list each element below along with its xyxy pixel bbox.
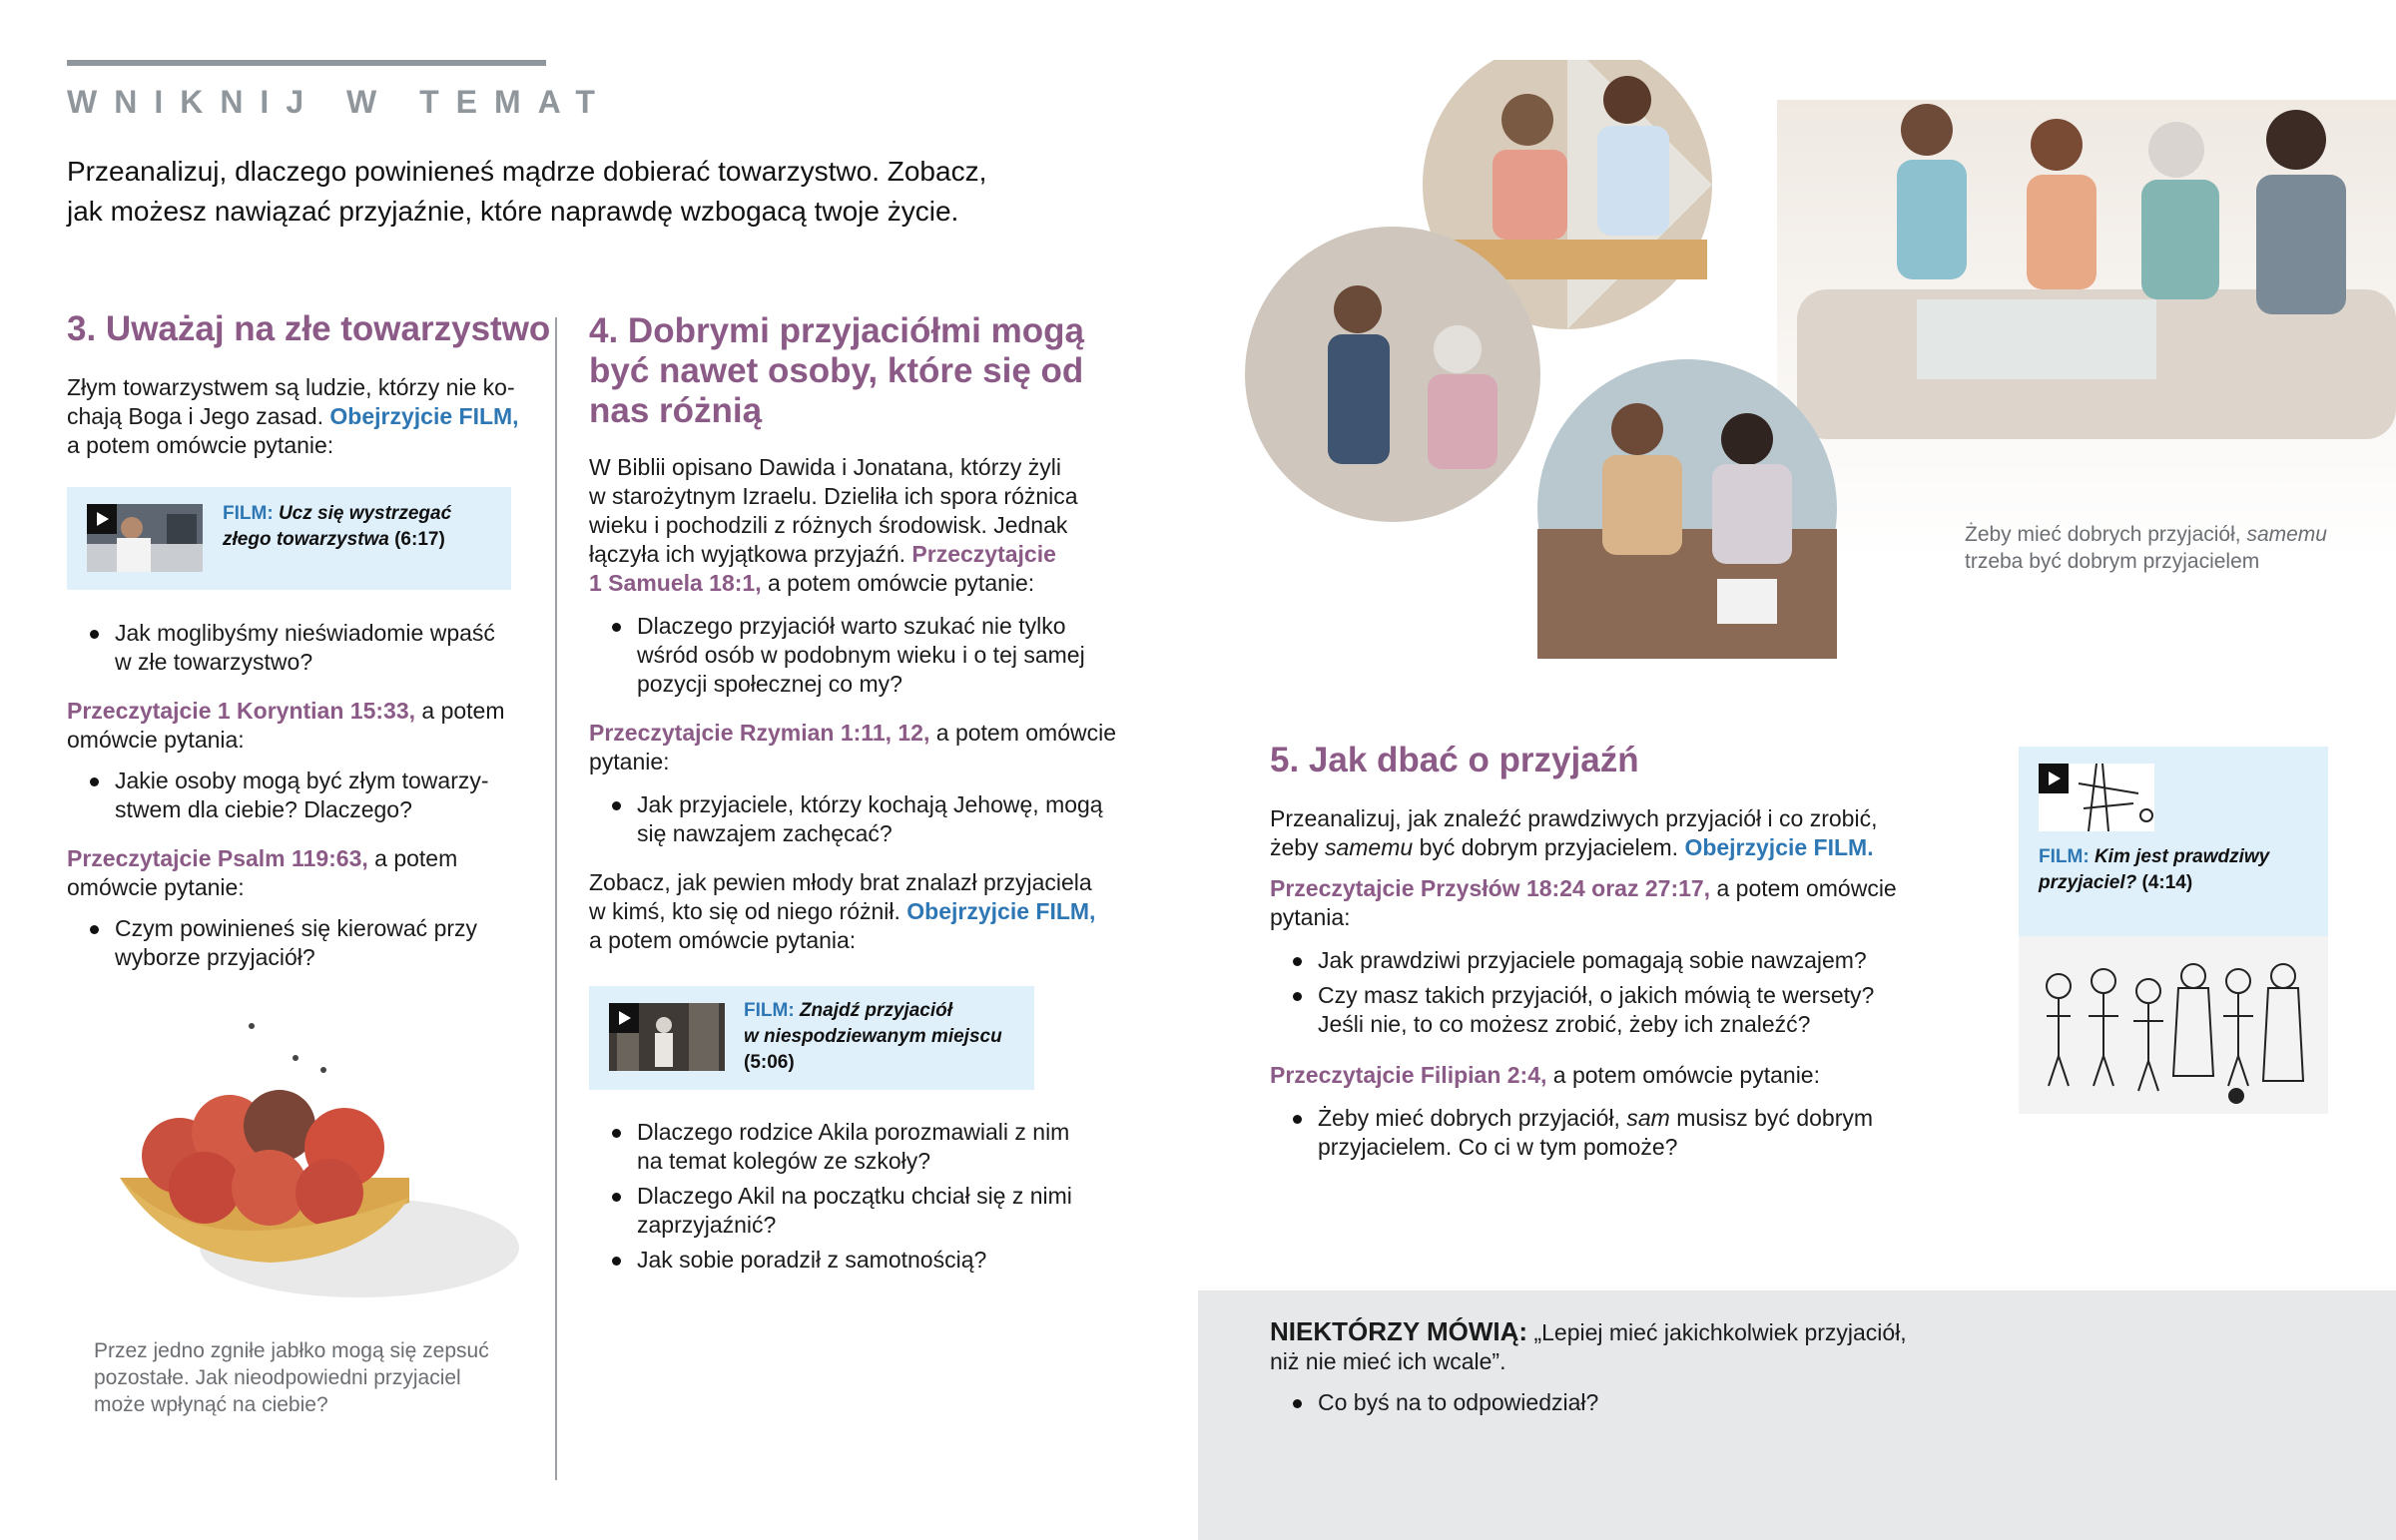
play-icon[interactable]: [609, 1003, 639, 1033]
film-label: FILM: Ucz się wystrzegać złego towarzystwa (6:17): [223, 503, 452, 550]
film-label: FILM: Znajdź przyjaciół w niespodziewanym miejscu (5:06): [744, 1000, 1002, 1073]
question-item: Żeby mieć dobrych przyjaciół, sam musisz być dobrym przyjacielem. Co ci w tym pomoże?: [1318, 1104, 1969, 1162]
read-instruction: Przeczytajcie Przysłów 18:24 oraz 27:17, a potem omówcie pytania:: [1270, 875, 1897, 930]
read-instruction: Przeczytajcie Psalm 119:63, a potem omówcie pytanie:: [67, 845, 458, 900]
section-5-heading: 5. Jak dbać o przyjaźń: [1270, 741, 1639, 779]
section-3-questions: [67, 619, 536, 978]
film-label: FILM: Kim jest prawdziwy przyjaciel? (4:14): [2039, 846, 2270, 893]
section-4-text: W Biblii opisano Dawida i Jonatana, którzy żyli w starożytnym Izraelu. Dzieliła ich spora różnica wieku i pochodzili z różnych środowisk. Jednak łączyła ich wyjątkowa przyjaźń. Przeczytajcie 1 Samuela 18:1, a potem omówcie pytanie:: [589, 454, 1078, 596]
question-item: Jak przyjaciele, którzy kochają Jehowę, mogą się nawzajem zachęcać?: [637, 790, 1128, 848]
section-4: [589, 311, 1128, 955]
film-thumbnail[interactable]: [609, 1003, 725, 1071]
scripture-link[interactable]: Przeczytajcie Psalm 119:63,: [67, 845, 368, 871]
film-box-bad-company[interactable]: [67, 487, 511, 590]
section-4-heading: 4. Dobrymi przyjaciółmi mogą być nawet osoby, które się od nas różnią: [589, 311, 1084, 430]
question-item: Czym powinieneś się kierować przy wyborze przyjaciół?: [115, 914, 536, 972]
read-instruction: Przeczytajcie Filipian 2:4, a potem omówcie pytanie:: [1270, 1062, 1820, 1088]
film-thumbnail[interactable]: [2039, 764, 2154, 831]
film-box-true-friend[interactable]: [2019, 747, 2328, 936]
question-list: [67, 619, 536, 677]
question-list: [1270, 1104, 1969, 1162]
apple-caption: Przez jedno zgniłe jabłko mogą się zepsuć pozostałe. Jak nieodpowiedni przyjaciel może wpłynąć na ciebie?: [94, 1339, 489, 1416]
watch-film-link[interactable]: Obejrzyjcie FILM,: [906, 898, 1096, 924]
question-item: Jak prawdziwi przyjaciele pomagają sobie nawzajem?: [1318, 946, 1969, 975]
watch-film-link[interactable]: Obejrzyjcie FILM.: [1684, 834, 1874, 860]
question-list: [589, 1118, 1128, 1275]
column-divider: [555, 317, 557, 1480]
section-4-questions: [589, 1118, 1128, 1281]
question-item: Jakie osoby mogą być złym towarzy- stwem dla ciebie? Dlaczego?: [115, 767, 536, 824]
scripture-link[interactable]: Przeczytajcie Filipian 2:4,: [1270, 1062, 1547, 1088]
scripture-link[interactable]: Przeczytajcie Przysłów 18:24 oraz 27:17,: [1270, 875, 1711, 901]
photo-caption: Żeby mieć dobrych przyjaciół, samemu trzeba być dobrym przyjacielem: [1965, 523, 2327, 573]
watch-film-link[interactable]: Obejrzyjcie FILM,: [329, 403, 519, 429]
scripture-link[interactable]: Przeczytajcie: [911, 541, 1056, 567]
some-say-text: NIEKTÓRZY MÓWIĄ: „Lepiej mieć jakichkolwiek przyjaciół, niż nie mieć ich wcale”.: [1270, 1316, 1907, 1374]
read-instruction: Przeczytajcie 1 Koryntian 15:33, a potem omówcie pytania:: [67, 698, 505, 753]
question-item: Jak moglibyśmy nieświadomie wpaść w złe towarzystwo?: [115, 619, 536, 677]
intro-text: Przeanalizuj, dlaczego powinieneś mądrze dobierać towarzystwo. Zobacz, jak możesz nawiązać przyjaźnie, które naprawdę wzbogacą twoje życie.: [67, 156, 987, 227]
question-item: Co byś na to odpowiedział?: [1318, 1388, 2069, 1417]
scripture-link[interactable]: Przeczytajcie Rzymian 1:11, 12,: [589, 720, 930, 746]
play-icon[interactable]: [2039, 764, 2069, 793]
question-list: [67, 767, 536, 824]
question-item: Jak sobie poradził z samotnością?: [637, 1246, 1128, 1275]
question-list: [589, 612, 1128, 699]
section-4-film-intro: Zobacz, jak pewien młody brat znalazł przyjaciela w kimś, kto się od niego różnił. Obejrzyjcie FILM, a potem omówcie pytania:: [589, 869, 1096, 953]
apple-bowl-illustration: [110, 1008, 519, 1307]
question-item: Dlaczego przyjaciół warto szukać nie tylko wśród osób w podobnym wieku i o tej samej pozycji społecznej co my?: [637, 612, 1128, 699]
question-list: [67, 914, 536, 972]
section-3: [67, 309, 551, 460]
friends-line-drawing: [2019, 936, 2328, 1114]
play-icon[interactable]: [87, 504, 117, 534]
section-3-heading: 3. Uważaj na złe towarzystwo: [67, 309, 551, 348]
film-thumbnail[interactable]: [87, 504, 203, 572]
question-item: Dlaczego rodzice Akila porozmawiali z nim na temat kolegów ze szkoły?: [637, 1118, 1128, 1176]
section-5: [1270, 741, 1969, 1168]
question-list: [589, 790, 1128, 848]
question-item: Czy masz takich przyjaciół, o jakich mówią te wersety? Jeśli nie, to co możesz zrobić, żeby ich znaleźć?: [1318, 981, 1969, 1039]
film-box-unexpected-friends[interactable]: [589, 986, 1034, 1090]
kicker-rule: [67, 60, 546, 66]
some-say-content: [1270, 1317, 2069, 1423]
section-5-text: Przeanalizuj, jak znaleźć prawdziwych przyjaciół i co zrobić, żeby samemu być dobrym przyjacielem. Obejrzyjcie FILM.: [1270, 805, 1878, 860]
scripture-link[interactable]: 1 Samuela 18:1,: [589, 570, 762, 596]
friendship-photo-collage: [1238, 60, 2396, 719]
question-item: Dlaczego Akil na początku chciał się z nimi zaprzyjaźnić?: [637, 1182, 1128, 1240]
question-list: [1270, 946, 1969, 1039]
section-3-text: Złym towarzystwem są ludzie, którzy nie ko- chają Boga i Jego zasad. Obejrzyjcie FILM, a potem omówcie pytanie:: [67, 374, 519, 458]
read-instruction: Przeczytajcie Rzymian 1:11, 12, a potem omówcie pytanie:: [589, 720, 1117, 774]
kicker-title: WNIKNIJ W TEMAT: [67, 84, 612, 120]
scripture-link[interactable]: Przeczytajcie 1 Koryntian 15:33,: [67, 698, 415, 724]
question-list: [1270, 1388, 2069, 1417]
